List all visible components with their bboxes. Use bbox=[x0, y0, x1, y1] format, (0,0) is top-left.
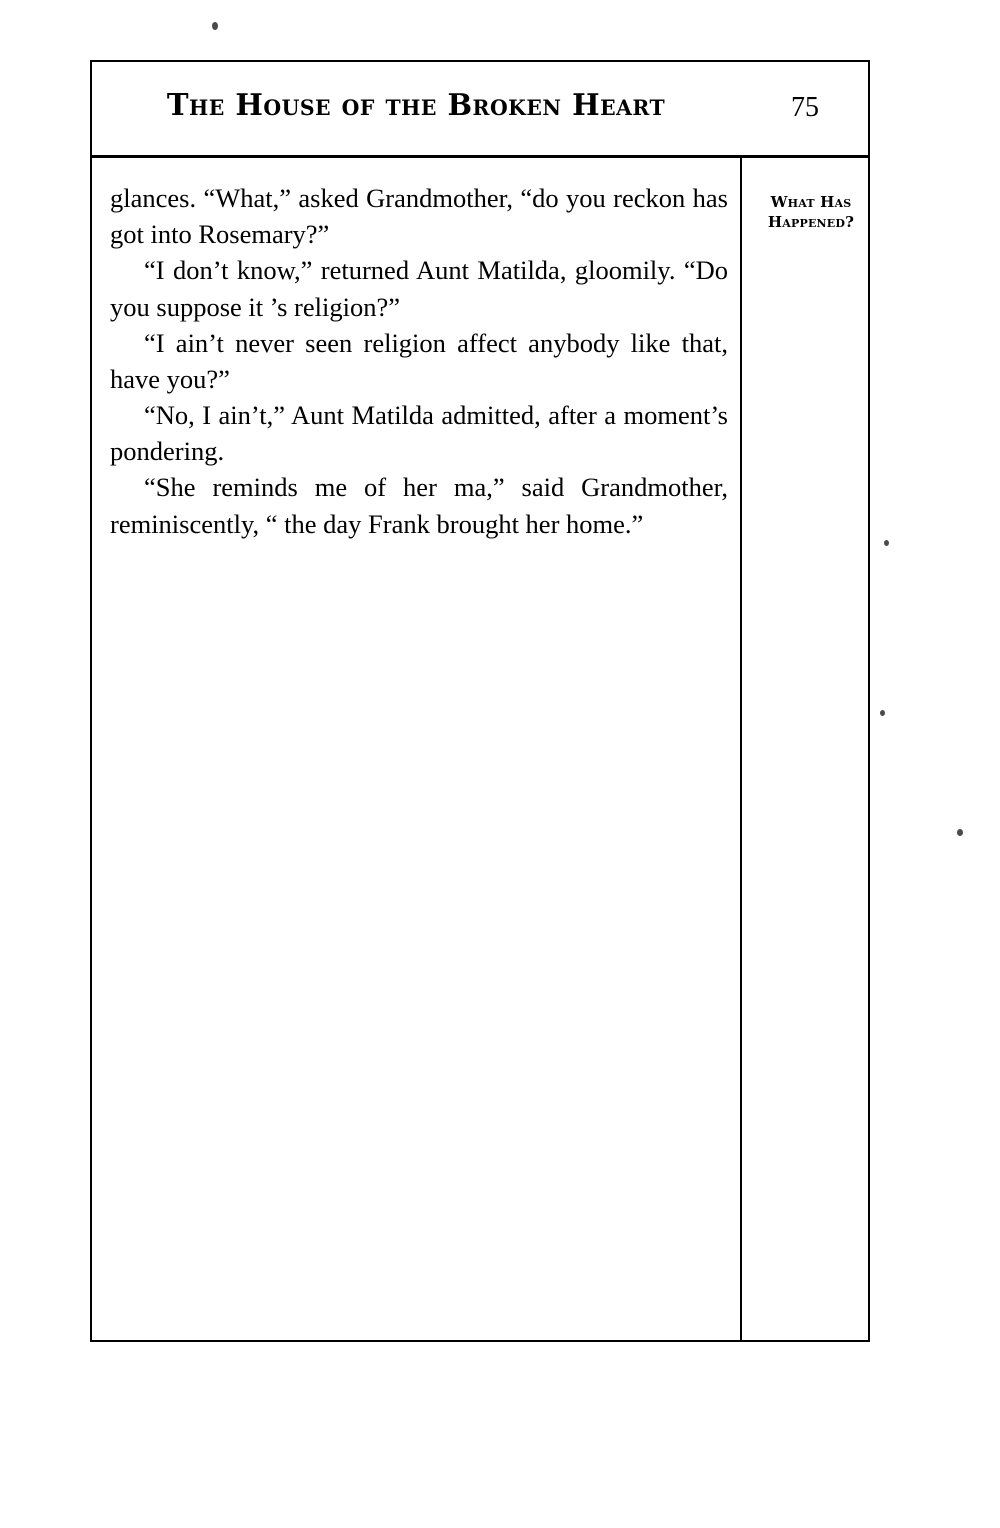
marginal-note-line: What Has bbox=[770, 193, 852, 211]
running-head-title: The House of the Broken Heart bbox=[166, 88, 666, 123]
paragraph: glances. “What,” asked Grandmother, “do you reckon has got into Rosemary?” bbox=[110, 183, 728, 250]
paragraph: “She reminds me of her ma,” said Grandmother, reminiscently, “ the day Frank brought her home.” bbox=[110, 472, 728, 539]
paragraph: “I ain’t never seen religion affect anybody like that, have you?” bbox=[110, 327, 728, 394]
scan-speck bbox=[212, 22, 218, 30]
paragraph: “No, I ain’t,” Aunt Matilda admitted, after a moment’s pondering. bbox=[110, 400, 728, 467]
body-text-column bbox=[110, 180, 728, 542]
paragraph: “I don’t know,” returned Aunt Matilda, gloomily. “Do you suppose it ’s religion?” bbox=[110, 255, 728, 322]
scan-speck bbox=[884, 540, 889, 546]
page-frame bbox=[90, 60, 870, 1342]
column-divider-rule bbox=[740, 158, 742, 1341]
page-header bbox=[92, 62, 868, 158]
scan-speck bbox=[957, 829, 963, 836]
page-number: 75 bbox=[791, 92, 819, 123]
marginal-note-line: Happened? bbox=[767, 213, 855, 232]
marginal-note bbox=[752, 192, 870, 233]
scan-speck bbox=[880, 710, 885, 716]
